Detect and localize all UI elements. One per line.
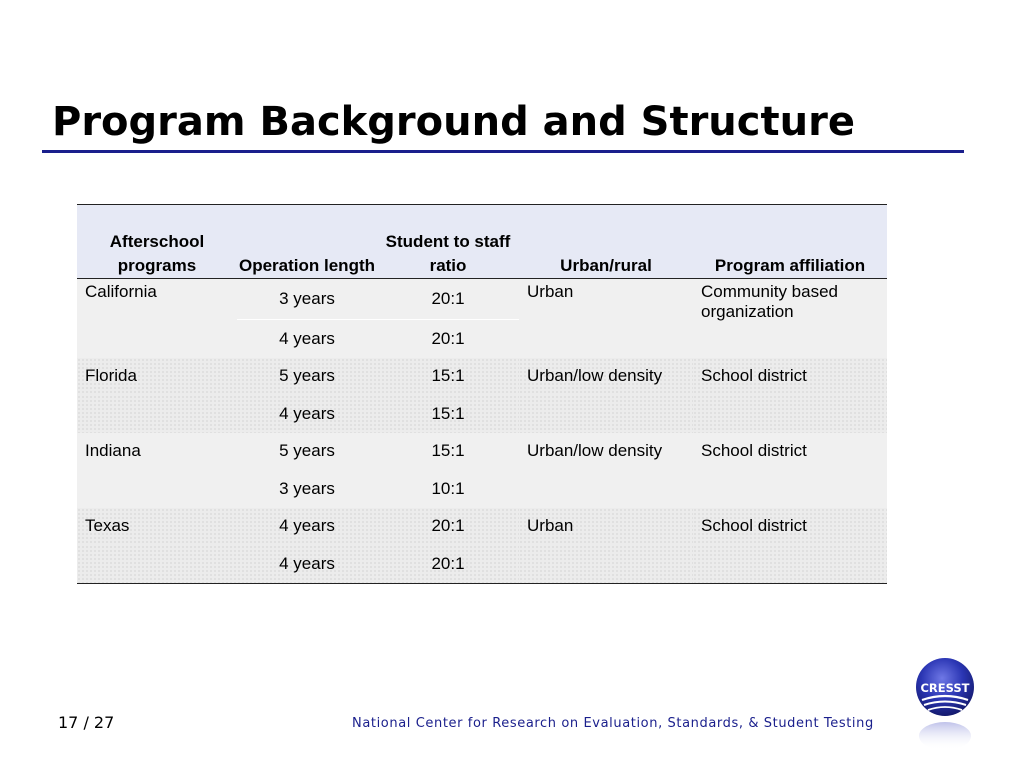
cell-operation-length: 4 years xyxy=(237,320,377,358)
cell-affiliation-empty xyxy=(693,545,887,583)
cell-urban-rural-empty xyxy=(519,470,693,508)
cell-urban-rural: Urban/low density xyxy=(519,358,693,396)
cell-urban-rural-empty xyxy=(519,395,693,433)
cell-affiliation: School district xyxy=(693,508,887,546)
logo-text: CRESST xyxy=(920,681,970,695)
cell-ratio: 15:1 xyxy=(377,395,519,433)
cell-affiliation: Community based organization xyxy=(693,279,887,358)
cell-ratio: 20:1 xyxy=(377,508,519,546)
cell-affiliation: School district xyxy=(693,433,887,471)
program-table xyxy=(77,205,887,583)
cell-urban-rural: Urban/low density xyxy=(519,433,693,471)
table-row xyxy=(77,470,887,508)
table-row xyxy=(77,545,887,583)
cell-operation-length: 4 years xyxy=(237,395,377,433)
cell-operation-length: 4 years xyxy=(237,545,377,583)
table-header-row xyxy=(77,205,887,279)
cell-program-empty xyxy=(77,395,237,433)
cell-program: California xyxy=(77,279,237,320)
cell-operation-length: 5 years xyxy=(237,433,377,471)
cell-affiliation-empty xyxy=(693,470,887,508)
organization-name: National Center for Research on Evaluation, Standards, & Student Testing xyxy=(352,716,874,731)
cell-urban-rural: Urban xyxy=(519,508,693,546)
table-row xyxy=(77,395,887,433)
cell-urban-rural-empty xyxy=(519,320,693,358)
cell-urban-rural: Urban xyxy=(519,279,693,320)
title-divider xyxy=(42,150,964,153)
cell-program-empty xyxy=(77,545,237,583)
cell-operation-length: 3 years xyxy=(237,279,377,320)
table-row xyxy=(77,433,887,471)
cell-ratio: 20:1 xyxy=(377,545,519,583)
column-header-operation-length: Operation length xyxy=(237,205,377,279)
cell-affiliation-empty xyxy=(693,395,887,433)
cell-affiliation: School district xyxy=(693,358,887,396)
cell-program-empty xyxy=(77,320,237,358)
cell-ratio: 15:1 xyxy=(377,433,519,471)
cell-program: Indiana xyxy=(77,433,237,471)
cell-program-empty xyxy=(77,470,237,508)
cell-urban-rural-empty xyxy=(519,545,693,583)
column-header-affiliation: Program affiliation xyxy=(693,205,887,279)
cell-ratio: 20:1 xyxy=(377,320,519,358)
cresst-logo-icon xyxy=(912,656,978,752)
cell-operation-length: 3 years xyxy=(237,470,377,508)
cell-operation-length: 5 years xyxy=(237,358,377,396)
cell-ratio: 10:1 xyxy=(377,470,519,508)
cell-ratio: 15:1 xyxy=(377,358,519,396)
column-header-programs: Afterschool programs xyxy=(77,205,237,279)
table-row xyxy=(77,358,887,396)
page-title: Program Background and Structure xyxy=(52,99,855,145)
column-header-ratio: Student to staff ratio xyxy=(377,205,519,279)
cell-program: Texas xyxy=(77,508,237,546)
page-indicator: 17 / 27 xyxy=(58,713,115,732)
table-row xyxy=(77,508,887,546)
cell-ratio: 20:1 xyxy=(377,279,519,320)
table-row xyxy=(77,279,887,320)
cell-program: Florida xyxy=(77,358,237,396)
cell-operation-length: 4 years xyxy=(237,508,377,546)
column-header-urban-rural: Urban/rural xyxy=(519,205,693,279)
program-table-container xyxy=(77,204,887,584)
